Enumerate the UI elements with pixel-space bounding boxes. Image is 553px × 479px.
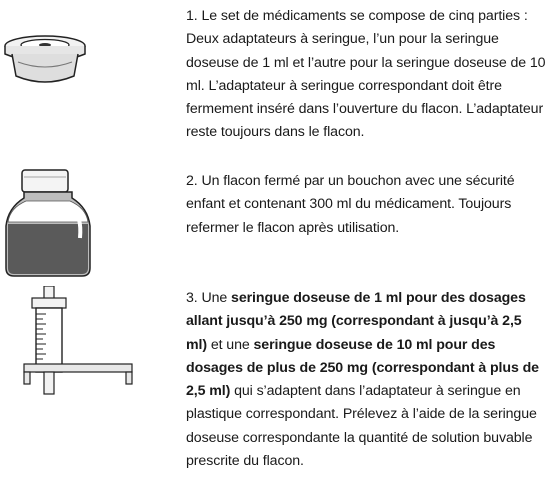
adapter-icon (0, 28, 120, 118)
item-2-text: 2. Un flacon fermé par un bouchon avec une sécurité enfant et contenant 300 ml du médicament. Toujours refermer le flacon après utilisation. (186, 173, 515, 236)
item-3-bold-segment: seringue doseuse de 1 ml pour des dosages allant jusqu’à 250 mg (correspondant à jusqu’à 2,5 ml) (186, 290, 526, 353)
item-3-segment: et une (206, 336, 254, 353)
syringe-icon (0, 286, 140, 396)
bottle-icon (0, 168, 120, 288)
item-3-segment: qui s’adaptent dans l’adaptateur à seringue en plastique correspondant. Prélevez à l’aide de la seringue doseuse correspondante la quantité de solution buvable prescrite du flacon. (186, 383, 537, 470)
item-3-bold-segment: seringue doseuse de 10 ml pour des dosages de plus de 250 mg (correspondant à plus de 2,5 ml) (186, 336, 539, 400)
item-3-segment: 3. Une (186, 290, 232, 306)
item-3-text (186, 287, 546, 473)
item-1-text: 1. Le set de médicaments se compose de cinq parties : Deux adaptateurs à seringue, l’un pour la seringue doseuse de 1 ml et l’autre pour la seringue doseuse de 10 ml. L’adaptateur à seringue correspondant doit être fermement inséré dans l’ouverture du flacon. L’adaptateur reste toujours dans le flacon. (186, 8, 546, 141)
